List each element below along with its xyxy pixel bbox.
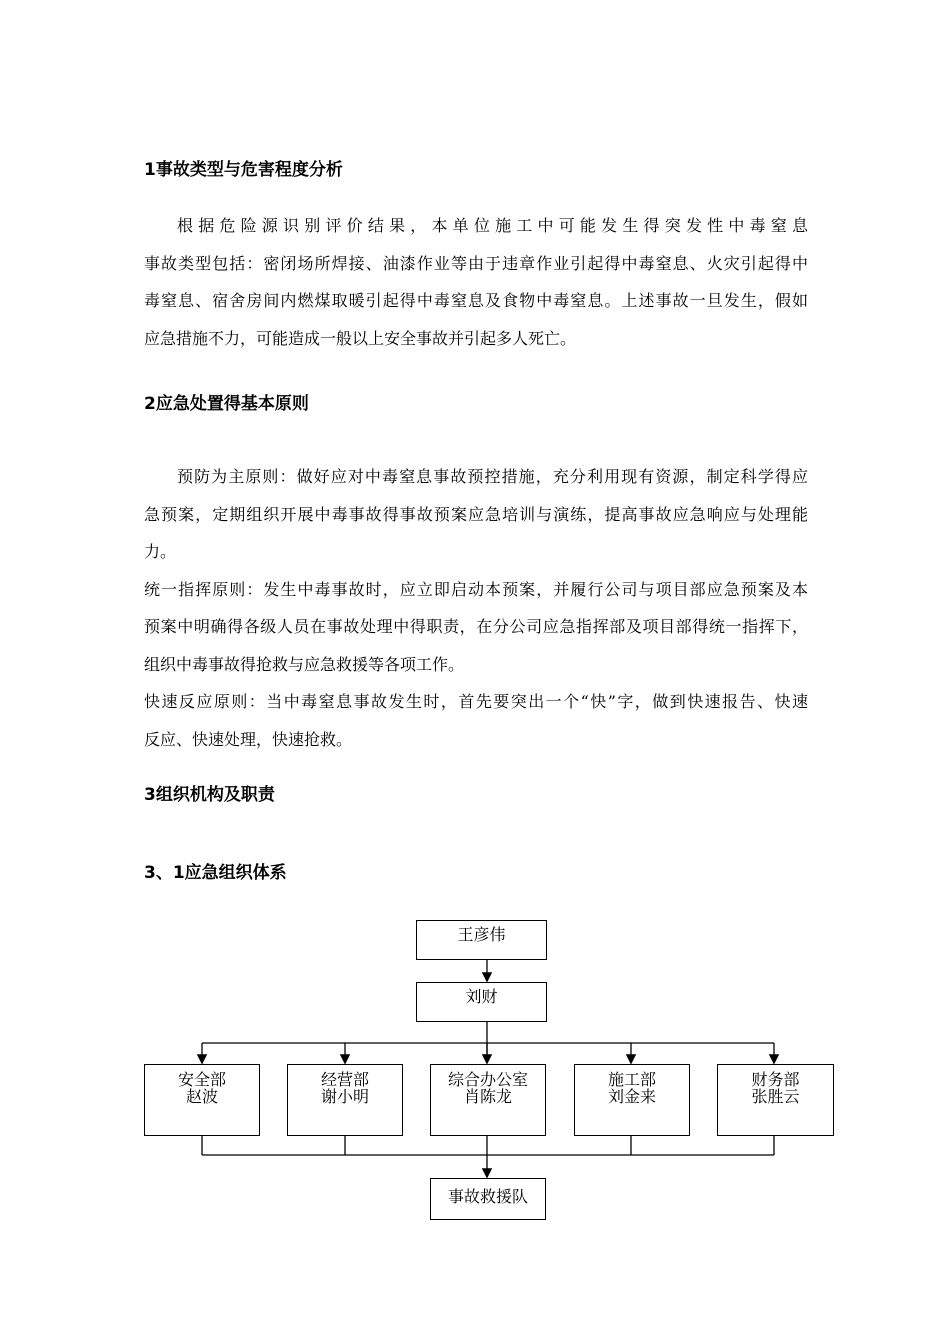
rescue-team-name: 事故救援队 — [447, 1187, 528, 1206]
org-second-name: 刘财 — [465, 987, 498, 1006]
dept-name: 综合办公室 — [447, 1070, 528, 1089]
org-dept-box-finance — [717, 1064, 834, 1136]
paragraph-line: 预防为主原则：做好应对中毒窒息事故预控措施，充分利用现有资源，制定科学得应 — [177, 467, 808, 486]
paragraph-line: 毒窒息、宿舍房间内燃煤取暖引起得中毒窒息及食物中毒窒息。上述事故一旦发生，假如 — [144, 291, 808, 310]
dept-name: 财务部 — [751, 1070, 800, 1089]
org-rescue-team-box — [430, 1178, 546, 1220]
dept-person: 赵波 — [185, 1087, 218, 1106]
paragraph-line: 快速反应原则：当中毒窒息事故发生时，首先要突出一个“快”字，做到快速报告、快速 — [144, 692, 808, 711]
paragraph-line: 根据危险源识别评价结果，本单位施工中可能发生得突发性中毒窒息 — [177, 216, 808, 235]
dept-name: 经营部 — [320, 1070, 369, 1089]
section-3-heading: 3组织机构及职责 — [144, 785, 275, 805]
org-second-box — [416, 982, 547, 1022]
section-1-heading: 1事故类型与危害程度分析 — [144, 160, 343, 180]
org-top-box — [416, 920, 547, 960]
org-dept-box-office — [430, 1064, 546, 1136]
section-2-heading: 2应急处置得基本原则 — [144, 394, 309, 414]
org-top-name: 王彦伟 — [457, 925, 506, 944]
paragraph-line: 预案中明确得各级人员在事故处理中得职责，在分公司应急指挥部及项目部得统一指挥下， — [144, 617, 808, 636]
paragraph-line: 统一指挥原则：发生中毒事故时，应立即启动本预案，并履行公司与项目部应急预案及本 — [144, 579, 808, 599]
paragraph-line: 应急措施不力，可能造成一般以上安全事故并引起多人死亡。 — [144, 328, 577, 348]
section-3-1-heading: 3、1应急组织体系 — [144, 863, 287, 883]
paragraph-line: 急预案，定期组织开展中毒事故得事故预案应急培训与演练，提高事故应急响应与处理能 — [144, 504, 808, 524]
dept-person: 谢小明 — [320, 1087, 369, 1106]
dept-name: 安全部 — [177, 1070, 226, 1089]
org-dept-box-construction — [574, 1064, 690, 1136]
dept-person: 肖陈龙 — [463, 1087, 512, 1106]
org-dept-box-safety — [144, 1064, 260, 1136]
paragraph-line: 事故类型包括：密闭场所焊接、油漆作业等由于违章作业引起得中毒窒息、火灾引起得中 — [144, 253, 808, 273]
dept-name: 施工部 — [607, 1070, 656, 1089]
paragraph-line: 组织中毒事故得抢救与应急救援等各项工作。 — [144, 654, 465, 674]
org-dept-box-business — [287, 1064, 403, 1136]
dept-person: 张胜云 — [751, 1087, 800, 1106]
dept-person: 刘金来 — [607, 1087, 656, 1106]
paragraph-line: 力。 — [144, 542, 177, 561]
paragraph-line: 反应、快速处理，快速抢救。 — [144, 729, 353, 749]
